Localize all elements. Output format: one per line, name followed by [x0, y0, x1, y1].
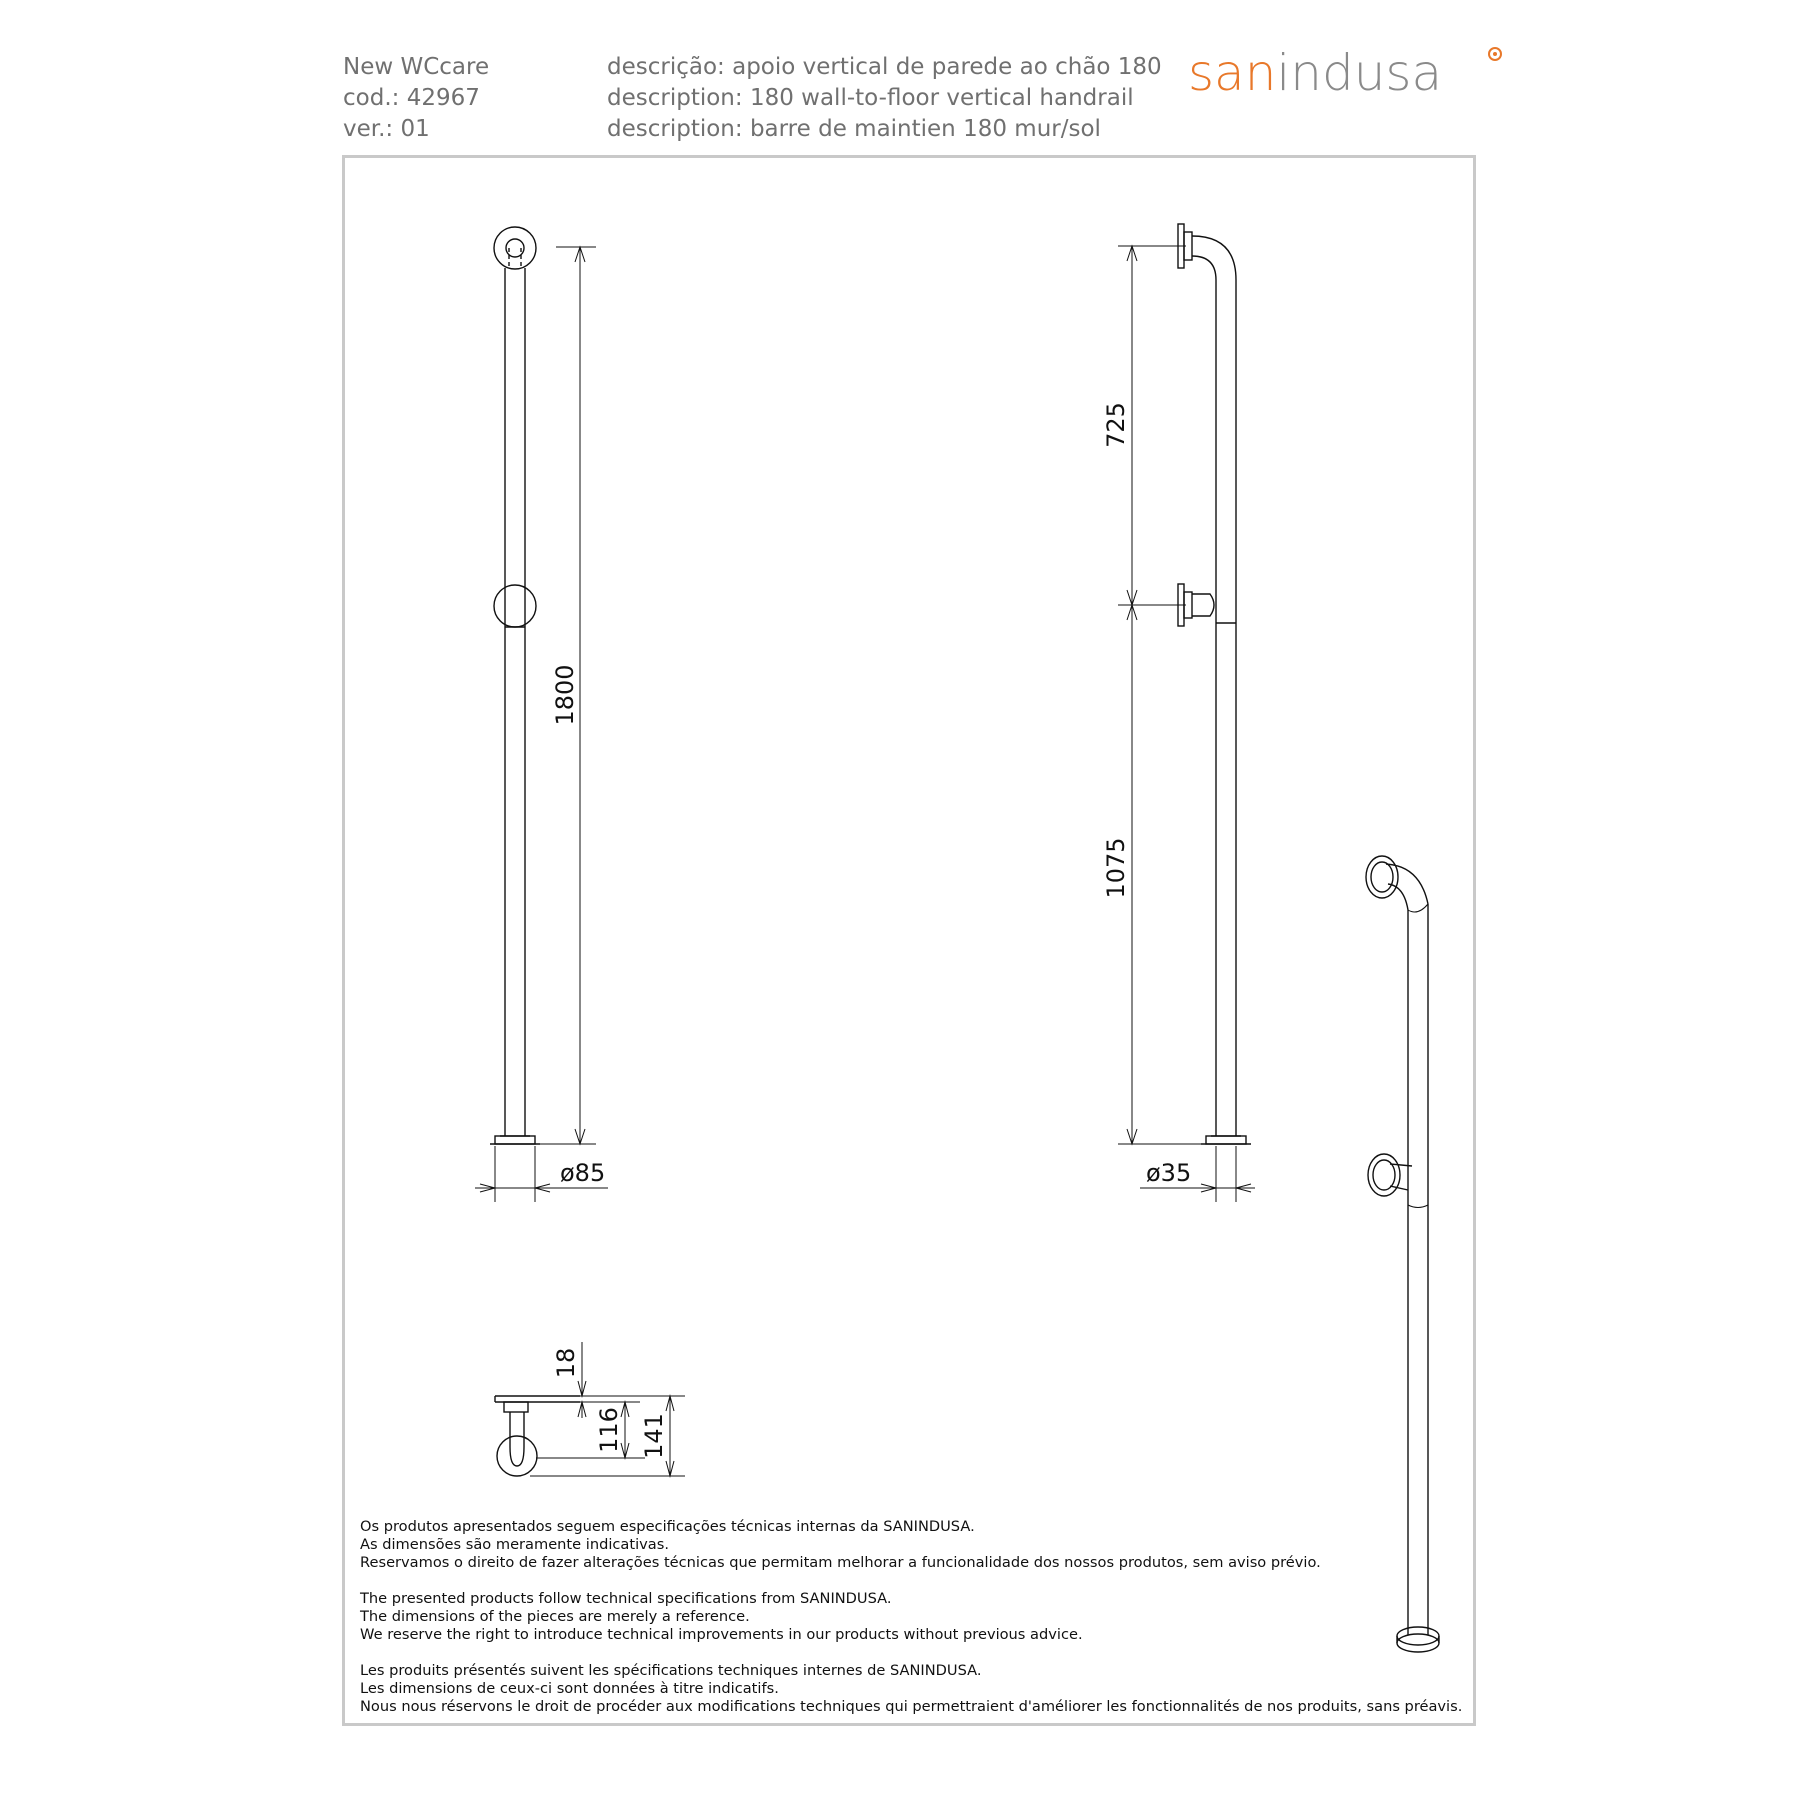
disclaimer-fr-line: Les dimensions de ceux-ci sont données à titre indicatifs. — [360, 1680, 779, 1697]
product-code: cod.: 42967 — [343, 85, 480, 111]
disclaimer-en-line: The presented products follow technical specifications from SANINDUSA. — [360, 1590, 892, 1607]
disclaimer-en-line: We reserve the right to introduce technical improvements in our products without previous advice. — [360, 1626, 1083, 1643]
dim-front-height: 1800 — [551, 664, 579, 726]
disclaimer-fr — [360, 1662, 1462, 1716]
dim-plan-18: 18 — [552, 1347, 580, 1379]
disclaimer-en-line: The dimensions of the pieces are merely a reference. — [360, 1608, 750, 1625]
disclaimer-pt-line: Os produtos apresentados seguem especificações técnicas internas da SANINDUSA. — [360, 1518, 975, 1535]
side-view — [1102, 224, 1255, 1202]
disclaimer-fr-line: Les produits présentés suivent les spécifications techniques internes de SANINDUSA. — [360, 1662, 982, 1679]
logo-part-indusa: indusa — [1276, 44, 1443, 102]
description-pt: descrição: apoio vertical de parede ao chão 180 — [607, 54, 1162, 80]
product-line: New WCcare — [343, 54, 490, 80]
disclaimer-en — [360, 1590, 1462, 1644]
disclaimer-notes — [360, 1518, 1462, 1734]
dim-side-upper: 725 — [1102, 402, 1130, 448]
disclaimer-fr-line: Nous nous réservons le droit de procéder aux modifications techniques qui permettraient d'améliorer les fonctionnalités de nos produits, sans préavis. — [360, 1698, 1463, 1715]
dim-plan-141: 141 — [640, 1413, 668, 1459]
dim-side-diameter: ø35 — [1146, 1159, 1192, 1187]
description-fr: description: barre de maintien 180 mur/sol — [607, 116, 1101, 142]
disclaimer-pt-line: Reservamos o direito de fazer alterações técnicas que permitam melhorar a funcionalidade dos nossos produtos, sem aviso prévio. — [360, 1554, 1321, 1571]
plan-view — [495, 1342, 685, 1476]
disclaimer-pt-line: As dimensões são meramente indicativas. — [360, 1536, 669, 1553]
dim-side-lower: 1075 — [1102, 837, 1130, 899]
disclaimer-pt — [360, 1518, 1462, 1572]
product-version: ver.: 01 — [343, 116, 430, 142]
dim-front-diameter: ø85 — [560, 1159, 606, 1187]
logo-part-san: san — [1188, 44, 1277, 102]
front-view — [475, 227, 608, 1202]
description-en: description: 180 wall-to-floor vertical handrail — [607, 85, 1134, 111]
dim-plan-116: 116 — [595, 1407, 623, 1453]
